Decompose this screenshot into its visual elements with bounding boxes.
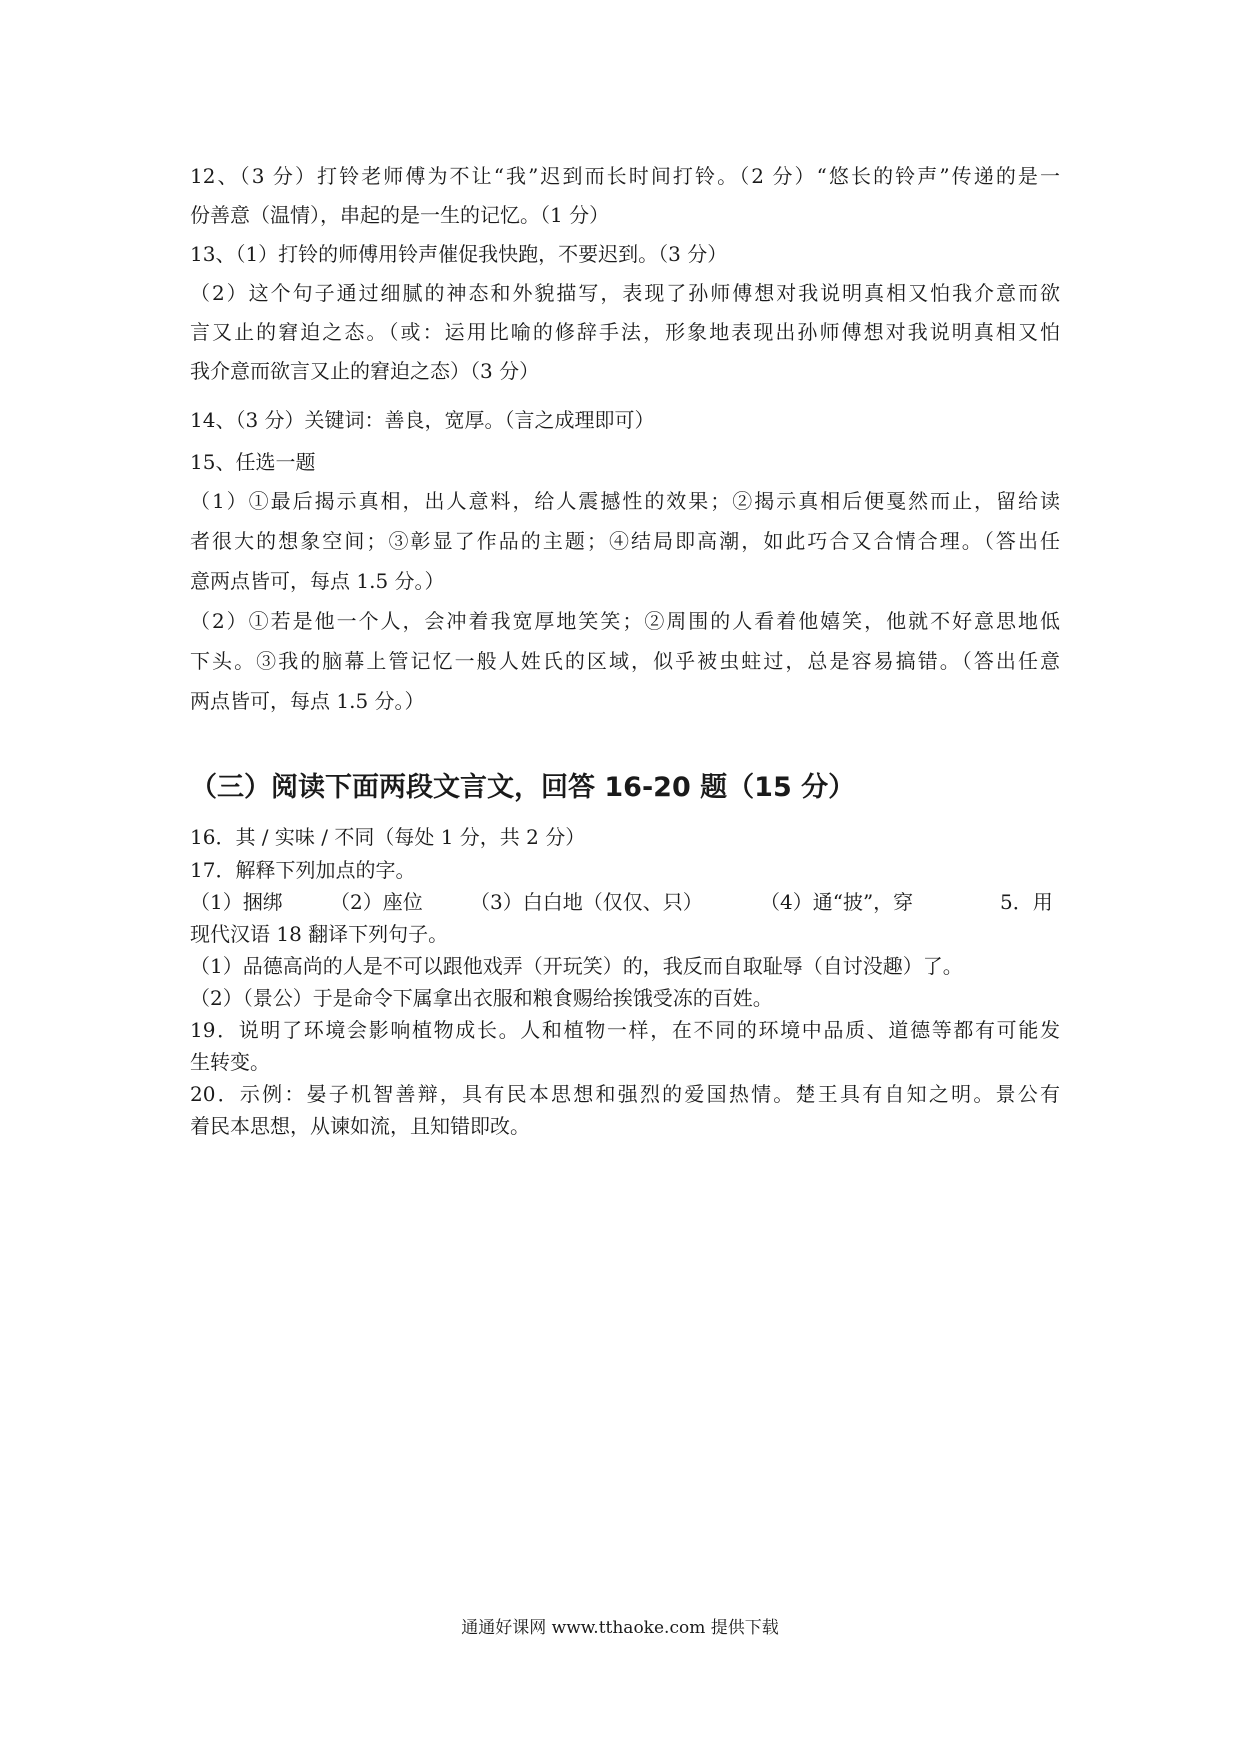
answer-13-2-line-3: 我介意而欲言又止的窘迫之态）（3 分） bbox=[190, 359, 540, 383]
answer-17-item-4: （4）通“披”，穿 bbox=[760, 890, 914, 914]
answer-15-2-line-1: （2）①若是他一个人，会冲着我宽厚地笑笑；②周围的人看着他嬉笑，他就不好意思地低 bbox=[190, 609, 1060, 633]
answer-16: 16．其 / 实味 / 不同（每处 1 分，共 2 分） bbox=[190, 825, 586, 849]
answer-15-1-line-2: 者很大的想象空间；③彰显了作品的主题；④结局即高潮，如此巧合又合情合理。（答出任 bbox=[190, 529, 1060, 553]
answer-15-1-line-1: （1）①最后揭示真相，出人意料，给人震撼性的效果；②揭示真相后便戛然而止，留给读 bbox=[190, 489, 1060, 513]
answer-13-2-line-2: 言又止的窘迫之态。（或：运用比喻的修辞手法，形象地表现出孙师傅想对我说明真相又怕 bbox=[190, 320, 1060, 344]
answer-18-title: 现代汉语 18 翻译下列句子。 bbox=[190, 922, 449, 946]
section-3-heading: （三）阅读下面两段文言文，回答 16-20 题（15 分） bbox=[190, 772, 856, 803]
answer-12-line-1: 12、（3 分）打铃老师傅为不让“我”迟到而长时间打铃。（2 分）“悠长的铃声”传递的是一 bbox=[190, 164, 1060, 188]
answer-19-line-1: 19．说明了环境会影响植物成长。人和植物一样，在不同的环境中品质、道德等都有可能发 bbox=[190, 1018, 1060, 1042]
answer-17-item-3: （3）白白地（仅仅、只） bbox=[470, 890, 703, 914]
answer-19-line-2: 生转变。 bbox=[190, 1050, 270, 1074]
footer-source: 通通好课网 www.tthaoke.com 提供下载 bbox=[461, 1618, 779, 1638]
answer-17-item-1: （1）捆绑 bbox=[190, 890, 283, 914]
answer-18-2: （2）（景公）于是命令下属拿出衣服和粮食赐给挨饿受冻的百姓。 bbox=[190, 986, 773, 1010]
answer-20-line-2: 着民本思想，从谏如流，且知错即改。 bbox=[190, 1114, 530, 1138]
answer-17-title: 17．解释下列加点的字。 bbox=[190, 858, 416, 882]
answer-15-2-line-2: 下头。③我的脑幕上管记忆一般人姓氏的区域，似乎被虫蛀过，总是容易搞错。（答出任意 bbox=[190, 649, 1060, 673]
answer-17-item-2: （2）座位 bbox=[330, 890, 423, 914]
answer-18-1: （1）品德高尚的人是不可以跟他戏弄（开玩笑）的，我反而自取耻辱（自讨没趣）了。 bbox=[190, 954, 963, 978]
answer-15-2-line-3: 两点皆可，每点 1.5 分。） bbox=[190, 689, 425, 713]
answer-17-items bbox=[190, 888, 1060, 916]
answer-20-line-1: 20．示例：晏子机智善辩，具有民本思想和强烈的爱国热情。楚王具有自知之明。景公有 bbox=[190, 1082, 1060, 1106]
answer-14: 14、（3 分）关键词：善良，宽厚。（言之成理即可） bbox=[190, 408, 655, 432]
answer-13-2-line-1: （2）这个句子通过细腻的神态和外貌描写，表现了孙师傅想对我说明真相又怕我介意而欲 bbox=[190, 281, 1060, 305]
answer-15-1-line-3: 意两点皆可，每点 1.5 分。） bbox=[190, 569, 445, 593]
answer-15-title: 15、任选一题 bbox=[190, 450, 316, 474]
answer-18-number: 5．用 bbox=[1000, 890, 1053, 914]
answer-13-1: 13、（1）打铃的师傅用铃声催促我快跑，不要迟到。（3 分） bbox=[190, 242, 728, 266]
answer-12-line-2: 份善意（温情），串起的是一生的记忆。（1 分） bbox=[190, 203, 610, 227]
